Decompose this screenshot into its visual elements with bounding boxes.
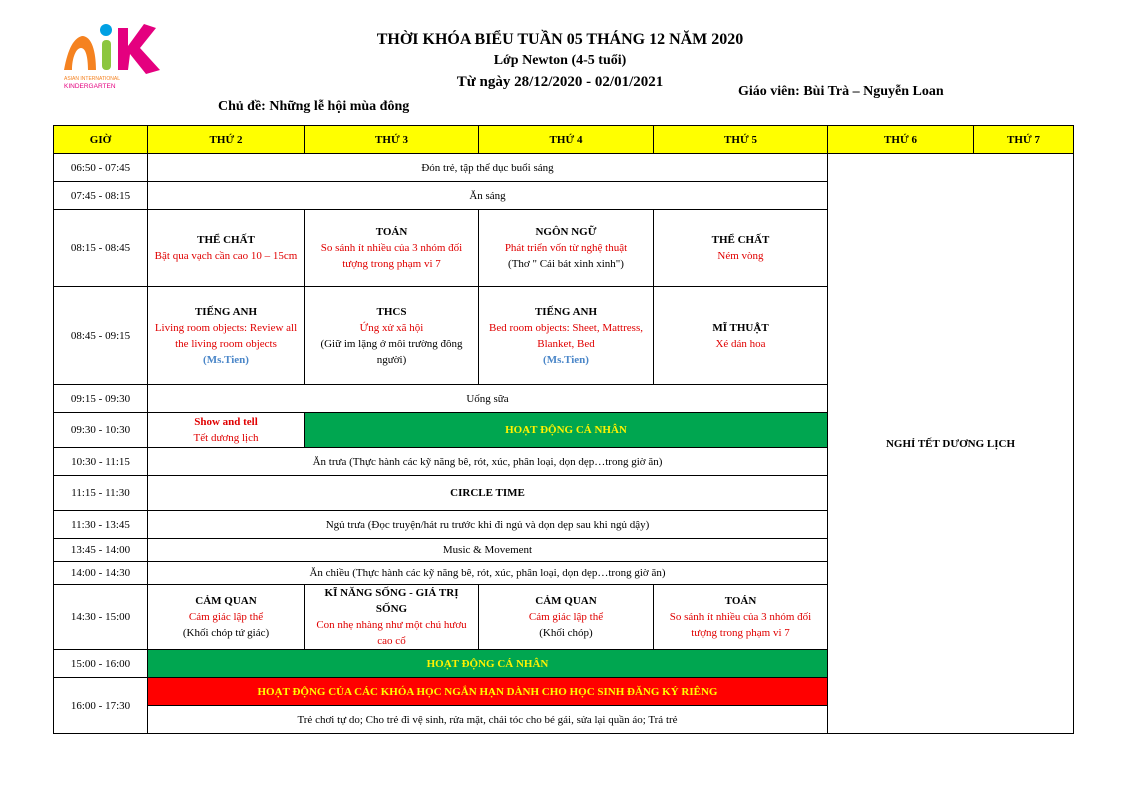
activity-cell: Ngủ trưa (Đọc truyện/hát ru trước khi đi ngủ và dọn dẹp sau khi ngủ dậy) <box>148 511 828 539</box>
lesson-activity: Con nhẹ nhàng như một chú hươu cao cổ <box>316 619 467 647</box>
timetable <box>53 125 1074 734</box>
schedule-row <box>54 154 1074 182</box>
class-name: Lớp Newton (4-5 tuổi) <box>493 53 627 68</box>
col-header-sat: THỨ 7 <box>974 126 1074 154</box>
lesson-cell-tue <box>305 287 479 385</box>
individual-activity-block: HOẠT ĐỘNG CÁ NHÂN <box>148 650 828 678</box>
individual-activity-block: HOẠT ĐỘNG CÁ NHÂN <box>305 413 828 448</box>
activity-cell: Đón trẻ, tập thể dục buổi sáng <box>148 154 828 182</box>
time-slot: 11:15 - 11:30 <box>54 476 148 511</box>
time-slot: 14:00 - 14:30 <box>54 562 148 585</box>
lesson-cell-wed <box>479 585 654 650</box>
svg-text:KINDERGARTEN: KINDERGARTEN <box>64 83 116 90</box>
activity-cell: Ăn chiều (Thực hành các kỹ năng bê, rót, xúc, phân loại, dọn dẹp…trong giờ ăn) <box>148 562 828 585</box>
holiday-notice: NGHỈ TẾT DƯƠNG LỊCH <box>828 154 1074 734</box>
lesson-activity: Bed room objects: Sheet, Mattress, Blanket, Bed <box>489 321 643 350</box>
lesson-activity: Living room objects: Review all the living room objects <box>154 321 298 350</box>
lesson-subject: THỂ CHẤT <box>197 234 255 246</box>
lesson-note: (Khối chóp tứ giác) <box>182 627 270 639</box>
short-course-banner: HOẠT ĐỘNG CỦA CÁC KHÓA HỌC NGẮN HẠN DÀNH CHO HỌC SINH ĐĂNG KÝ RIÊNG <box>148 678 828 706</box>
lesson-subject: THỂ CHẤT <box>711 234 770 246</box>
time-slot: 11:30 - 13:45 <box>54 511 148 539</box>
col-header-thu: THỨ 5 <box>654 126 828 154</box>
lesson-subject: KĨ NĂNG SỐNG - GIÁ TRỊ SỐNG <box>324 587 459 615</box>
lesson-cell-wed <box>479 210 654 287</box>
logo-letter-a <box>64 36 96 70</box>
lesson-subject: TIẾNG ANH <box>534 305 598 318</box>
lesson-cell-thu <box>654 585 828 650</box>
header-row <box>54 126 1074 154</box>
activity-cell: CIRCLE TIME <box>148 476 828 511</box>
col-header-time: GIỜ <box>54 126 148 154</box>
lesson-cell-mon <box>148 413 305 448</box>
time-slot: 13:45 - 14:00 <box>54 539 148 562</box>
lesson-subject: Show and tell <box>194 416 258 428</box>
col-header-fri: THỨ 6 <box>828 126 974 154</box>
lesson-subject: MĨ THUẬT <box>712 321 769 334</box>
lesson-subject: THCS <box>376 305 407 318</box>
lesson-activity: So sánh ít nhiều của 3 nhóm đối tượng trong phạm vi 7 <box>320 242 463 270</box>
time-slot: 06:50 - 07:45 <box>54 154 148 182</box>
date-range: Từ ngày 28/12/2020 - 02/01/2021 <box>456 74 664 90</box>
lesson-activity: Cảm giác lập thể <box>188 611 264 623</box>
lesson-subject: TIẾNG ANH <box>194 305 258 318</box>
lesson-activity: Ném vòng <box>717 250 764 262</box>
lesson-cell-mon <box>148 585 305 650</box>
lesson-activity: Cảm giác lập thể <box>528 611 604 623</box>
lesson-subject: TOÁN <box>724 595 757 607</box>
lesson-activity: Tết dương lịch <box>193 432 259 444</box>
lesson-activity: Xé dán hoa <box>715 337 766 350</box>
time-slot: 09:30 - 10:30 <box>54 413 148 448</box>
lesson-cell-mon <box>148 210 305 287</box>
lesson-note: (Thơ " Cái bát xinh xinh") <box>508 258 624 270</box>
lesson-note: (Khối chóp) <box>539 627 593 639</box>
lesson-cell-mon <box>148 287 305 385</box>
lesson-subject: TOÁN <box>375 226 408 238</box>
activity-cell: Ăn sáng <box>148 182 828 210</box>
col-header-tue: THỨ 3 <box>305 126 479 154</box>
lesson-note: (Giữ im lặng ở môi trường đông người) <box>320 337 463 366</box>
time-slot: 07:45 - 08:15 <box>54 182 148 210</box>
col-header-mon: THỨ 2 <box>148 126 305 154</box>
time-slot: 10:30 - 11:15 <box>54 448 148 476</box>
lesson-cell-thu <box>654 210 828 287</box>
lesson-cell-tue <box>305 585 479 650</box>
activity-cell: Uống sữa <box>148 385 828 413</box>
teacher-names: Giáo viên: Bùi Trà – Nguyễn Loan <box>738 84 944 99</box>
svg-text:ASIAN INTERNATIONAL: ASIAN INTERNATIONAL <box>64 76 121 82</box>
lesson-cell-tue <box>305 210 479 287</box>
lesson-subject: NGÔN NGỮ <box>535 226 597 238</box>
activity-cell: Ăn trưa (Thực hành các kỹ năng bê, rót, xúc, phân loại, dọn dẹp…trong giờ ăn) <box>148 448 828 476</box>
lesson-cell-thu <box>654 287 828 385</box>
lesson-activity: So sánh ít nhiều của 3 nhóm đối tượng trong phạm vi 7 <box>669 611 812 639</box>
logo-letter-k <box>118 24 160 74</box>
page-title: THỜI KHÓA BIỂU TUẦN 05 THÁNG 12 NĂM 2020 <box>376 31 744 48</box>
activity-cell: Trẻ chơi tự do; Cho trẻ đi vệ sinh, rửa mặt, chải tóc cho bé gái, sửa lại quần áo; Trả trẻ <box>148 706 828 734</box>
time-slot: 16:00 - 17:30 <box>54 678 148 734</box>
lesson-activity: Ứng xử xã hội <box>359 321 424 334</box>
lesson-cell-wed <box>479 287 654 385</box>
logo-letter-i <box>100 24 112 70</box>
week-theme: Chủ đề: Những lễ hội mùa đông <box>218 99 410 114</box>
activity-cell: Music & Movement <box>148 539 828 562</box>
lesson-subject: CẢM QUAN <box>535 595 597 607</box>
time-slot: 15:00 - 16:00 <box>54 650 148 678</box>
lesson-teacher: (Ms.Tien) <box>543 353 589 366</box>
lesson-subject: CẢM QUAN <box>195 595 257 607</box>
time-slot: 08:15 - 08:45 <box>54 210 148 287</box>
lesson-teacher: (Ms.Tien) <box>203 353 249 366</box>
school-logo <box>60 18 172 92</box>
lesson-activity: Bật qua vạch cần cao 10 – 15cm <box>154 250 298 262</box>
time-slot: 09:15 - 09:30 <box>54 385 148 413</box>
col-header-wed: THỨ 4 <box>479 126 654 154</box>
time-slot: 14:30 - 15:00 <box>54 585 148 650</box>
time-slot: 08:45 - 09:15 <box>54 287 148 385</box>
lesson-activity: Phát triển vốn từ nghệ thuật <box>504 242 628 254</box>
